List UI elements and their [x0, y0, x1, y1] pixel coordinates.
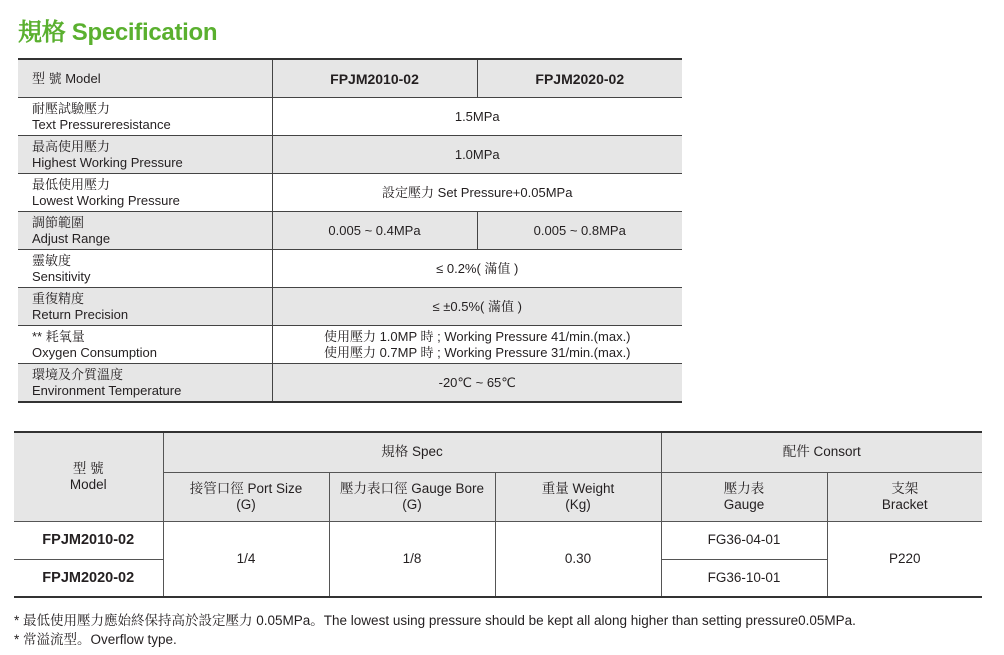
consort-group-header: 配件 Consort — [661, 432, 982, 472]
row-label: 最高使用壓力 Highest Working Pressure — [18, 136, 272, 174]
page-title: 規格 Specification — [18, 19, 218, 46]
row-value: 使用壓力 1.0MP 時 ; Working Pressure 41/min.(max.) 使用壓力 0.7MP 時 ; Working Pressure 31/min.(max.) — [272, 326, 682, 364]
row-label: 環境及介質溫度 Environment Temperature — [18, 364, 272, 403]
model-col-1: FPJM2010-02 — [272, 59, 477, 98]
table-row — [18, 212, 682, 250]
row-label: ** 耗氧量 Oxygen Consumption — [18, 326, 272, 364]
row-label: 最低使用壓力 Lowest Working Pressure — [18, 174, 272, 212]
footnote: * 常溢流型。Overflow type. — [14, 632, 177, 647]
row-value-2: 0.005 ~ 0.8MPa — [477, 212, 682, 250]
table-row — [18, 250, 682, 288]
row-label: 重復精度 Return Precision — [18, 288, 272, 326]
table-row — [18, 288, 682, 326]
spec-group-header: 規格 Spec — [163, 432, 661, 472]
row-label: 耐壓試驗壓力 Text Pressureresistance — [18, 98, 272, 136]
model-header: 型 號 Model — [14, 432, 163, 521]
row-value: -20℃ ~ 65℃ — [272, 364, 682, 403]
row-value: 設定壓力 Set Pressure+0.05MPa — [272, 174, 682, 212]
model-label: 型 號 Model — [18, 59, 272, 98]
table-row — [14, 521, 982, 559]
gauge-header: 壓力表 Gauge — [661, 472, 827, 521]
spec-table — [18, 58, 682, 403]
weight-cell: 0.30 — [495, 521, 661, 597]
row-label: 靈敏度 Sensitivity — [18, 250, 272, 288]
bracket-cell: P220 — [827, 521, 982, 597]
row-label: 調節範圍 Adjust Range — [18, 212, 272, 250]
model-cell: FPJM2010-02 — [14, 521, 163, 559]
row-value: 1.5MPa — [272, 98, 682, 136]
parts-group-header-row — [14, 432, 982, 472]
table-row — [18, 326, 682, 364]
gauge-cell: FG36-10-01 — [661, 559, 827, 597]
row-value: 1.0MPa — [272, 136, 682, 174]
model-col-2: FPJM2020-02 — [477, 59, 682, 98]
bracket-header: 支架 Bracket — [827, 472, 982, 521]
row-value-1: 0.005 ~ 0.4MPa — [272, 212, 477, 250]
table-row — [18, 364, 682, 403]
weight-header: 重量 Weight (Kg) — [495, 472, 661, 521]
parts-table — [14, 431, 982, 598]
gauge-cell: FG36-04-01 — [661, 521, 827, 559]
spec-header-row — [18, 59, 682, 98]
table-row — [18, 136, 682, 174]
footnotes — [14, 611, 856, 649]
table-row — [18, 98, 682, 136]
gauge-bore-cell: 1/8 — [329, 521, 495, 597]
footnote: * 最低使用壓力應始終保持高於設定壓力 0.05MPa。The lowest using pressure should be kept all along higher than setting pressure0.05MPa. — [14, 613, 856, 628]
port-size-header: 接管口徑 Port Size (G) — [163, 472, 329, 521]
gauge-bore-header: 壓力表口徑 Gauge Bore (G) — [329, 472, 495, 521]
port-size-cell: 1/4 — [163, 521, 329, 597]
table-row — [18, 174, 682, 212]
row-value: ≤ 0.2%( 滿值 ) — [272, 250, 682, 288]
row-value: ≤ ±0.5%( 滿值 ) — [272, 288, 682, 326]
model-cell: FPJM2020-02 — [14, 559, 163, 597]
